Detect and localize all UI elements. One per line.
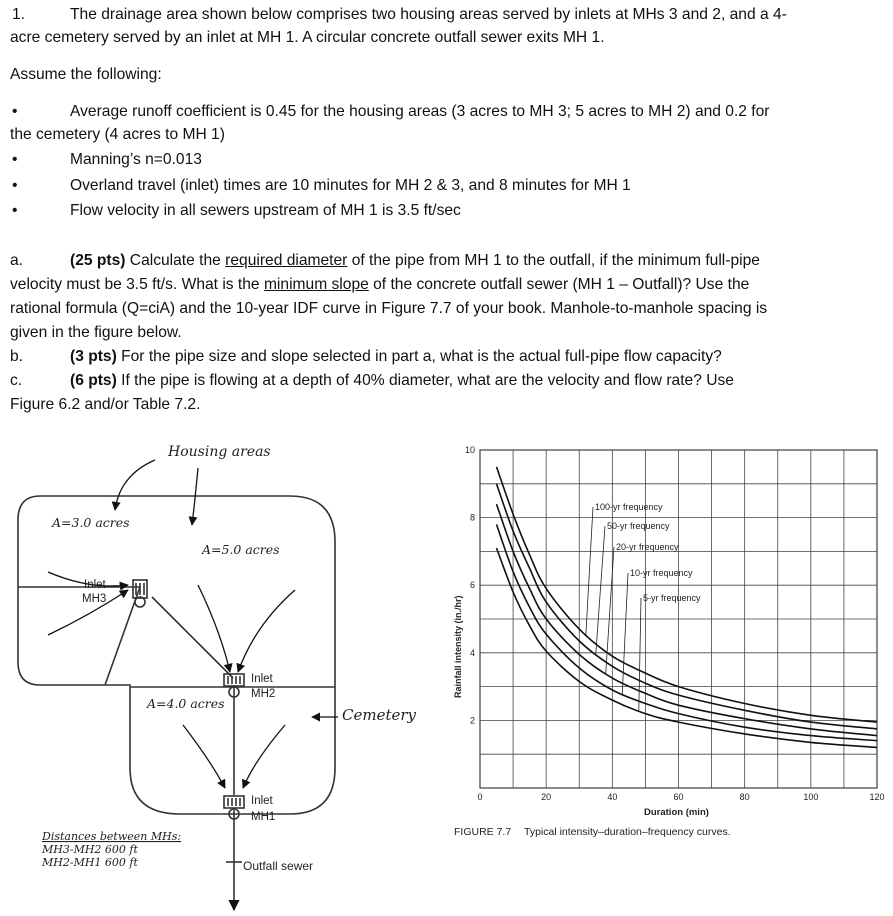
cemetery-label: Cemetery (342, 706, 417, 724)
series-line (497, 484, 878, 729)
bullet-dot: • (12, 151, 18, 168)
part-a-line-2: velocity must be 3.5 ft/s. What is the minimum slope of the concrete outfall sewer (MH 1 – Outfall)? Use the (10, 276, 750, 293)
housing-areas-label: Housing areas (168, 444, 271, 460)
mh3-label: MH3 (82, 593, 107, 605)
bullet-2: Manning’s n=0.013 (70, 151, 202, 168)
legend-leader (622, 573, 628, 694)
legend-label: 100-yr frequency (595, 502, 663, 512)
y-tick-label: 8 (469, 512, 475, 523)
map-boundary (18, 496, 335, 814)
bullet-3: Overland travel (inlet) times are 10 minutes for MH 2 & 3, and 8 minutes for MH 1 (70, 177, 631, 194)
legend-label: 10-yr frequency (630, 568, 693, 578)
inlet-label: Inlet (251, 673, 273, 685)
idf-chart (440, 430, 893, 850)
y-tick-label: 10 (464, 445, 475, 455)
x-tick-label: 20 (541, 792, 552, 802)
x-tick-label: 120 (869, 792, 885, 802)
bullet-dot: • (12, 202, 18, 219)
x-tick-label: 0 (477, 792, 483, 802)
bullet-4: Flow velocity in all sewers upstream of MH 1 is 3.5 ft/sec (70, 202, 461, 219)
area-mh3-label: A=3.0 acres (52, 515, 130, 530)
part-c-line: (6 pts) If the pipe is flowing at a depth of 40% diameter, what are the velocity and flow rate? Use (70, 372, 734, 389)
chart-xlabel: Duration (min) (644, 807, 709, 818)
x-tick-label: 100 (803, 792, 819, 802)
chart-grid (480, 450, 877, 788)
problem-number: 1. (12, 6, 26, 23)
legend-label: 20-yr frequency (616, 542, 679, 552)
part-c-cont: Figure 6.2 and/or Table 7.2. (10, 396, 201, 413)
manhole-mh1 (224, 796, 244, 808)
chart-ylabel: Rainfall intensity (in./hr) (453, 595, 463, 698)
flow-arrow (183, 725, 225, 788)
manhole-mh2 (224, 674, 244, 686)
part-b-line: (3 pts) For the pipe size and slope selected in part a, what is the actual full-pipe flow capacity? (70, 348, 722, 365)
chart-caption: Typical intensity–duration–frequency curves. (524, 826, 731, 838)
legend-label: 50-yr frequency (607, 521, 670, 531)
series-line (497, 524, 878, 740)
series-line (497, 504, 878, 735)
area-mh2-label: A=5.0 acres (202, 542, 280, 557)
part-a-line-4: given in the figure below. (10, 324, 182, 341)
inlet-label: Inlet (84, 579, 106, 591)
chart-caption-label: FIGURE 7.7 (454, 826, 512, 838)
distance-mh2-mh1: MH2-MH1 600 ft (42, 856, 138, 869)
flow-arrow (115, 460, 155, 510)
bullet-dot: • (12, 177, 18, 194)
flow-arrow (238, 590, 295, 672)
legend-leader (596, 526, 605, 654)
flow-arrow (243, 725, 285, 788)
drainage-map (0, 430, 440, 916)
part-c-label: c. (10, 372, 23, 389)
bullet-dot: • (12, 103, 18, 120)
assume-heading: Assume the following: (10, 66, 162, 83)
y-tick-label: 4 (469, 647, 475, 658)
intro-line-2: acre cemetery served by an inlet at MH 1. A circular concrete outfall sewer exits MH 1. (10, 29, 605, 46)
part-a-label: a. (10, 252, 24, 269)
legend-leader (586, 507, 593, 635)
area-mh1-label: A=4.0 acres (147, 696, 225, 711)
sewer-line (152, 597, 233, 678)
x-tick-label: 40 (607, 792, 618, 802)
part-a-line-1: (25 pts) Calculate the required diameter of the pipe from MH 1 to the outfall, if the minimum full-pipe (70, 252, 760, 269)
legend-leader (639, 598, 641, 711)
bullet-1: Average runoff coefficient is 0.45 for the housing areas (3 acres to MH 3; 5 acres to MH 2) and 0.2 for (70, 103, 770, 120)
chart-legend (586, 502, 701, 711)
inlet-label: Inlet (251, 795, 273, 807)
mh2-label: MH2 (251, 688, 276, 700)
distance-mh3-mh2: MH3-MH2 600 ft (42, 843, 138, 856)
chart-series (497, 467, 878, 748)
legend-label: 5-yr frequency (643, 593, 701, 603)
part-a-line-3: rational formula (Q=ciA) and the 10-year IDF curve in Figure 7.7 of your book. Manhole-to-manhole spacing is (10, 300, 768, 317)
y-tick-label: 2 (469, 715, 475, 726)
x-tick-label: 80 (739, 792, 750, 802)
x-tick-label: 60 (673, 792, 684, 802)
bullet-1-cont: the cemetery (4 acres to MH 1) (10, 126, 225, 143)
distances-title: Distances between MHs: (42, 830, 182, 843)
part-b-label: b. (10, 348, 24, 365)
y-tick-label: 6 (469, 580, 475, 591)
mh1-label: MH1 (251, 811, 276, 823)
outfall-label: Outfall sewer (243, 859, 314, 873)
intro-line-1: The drainage area shown below comprises two housing areas served by inlets at MHs 3 and 2, and a 4- (70, 6, 787, 23)
